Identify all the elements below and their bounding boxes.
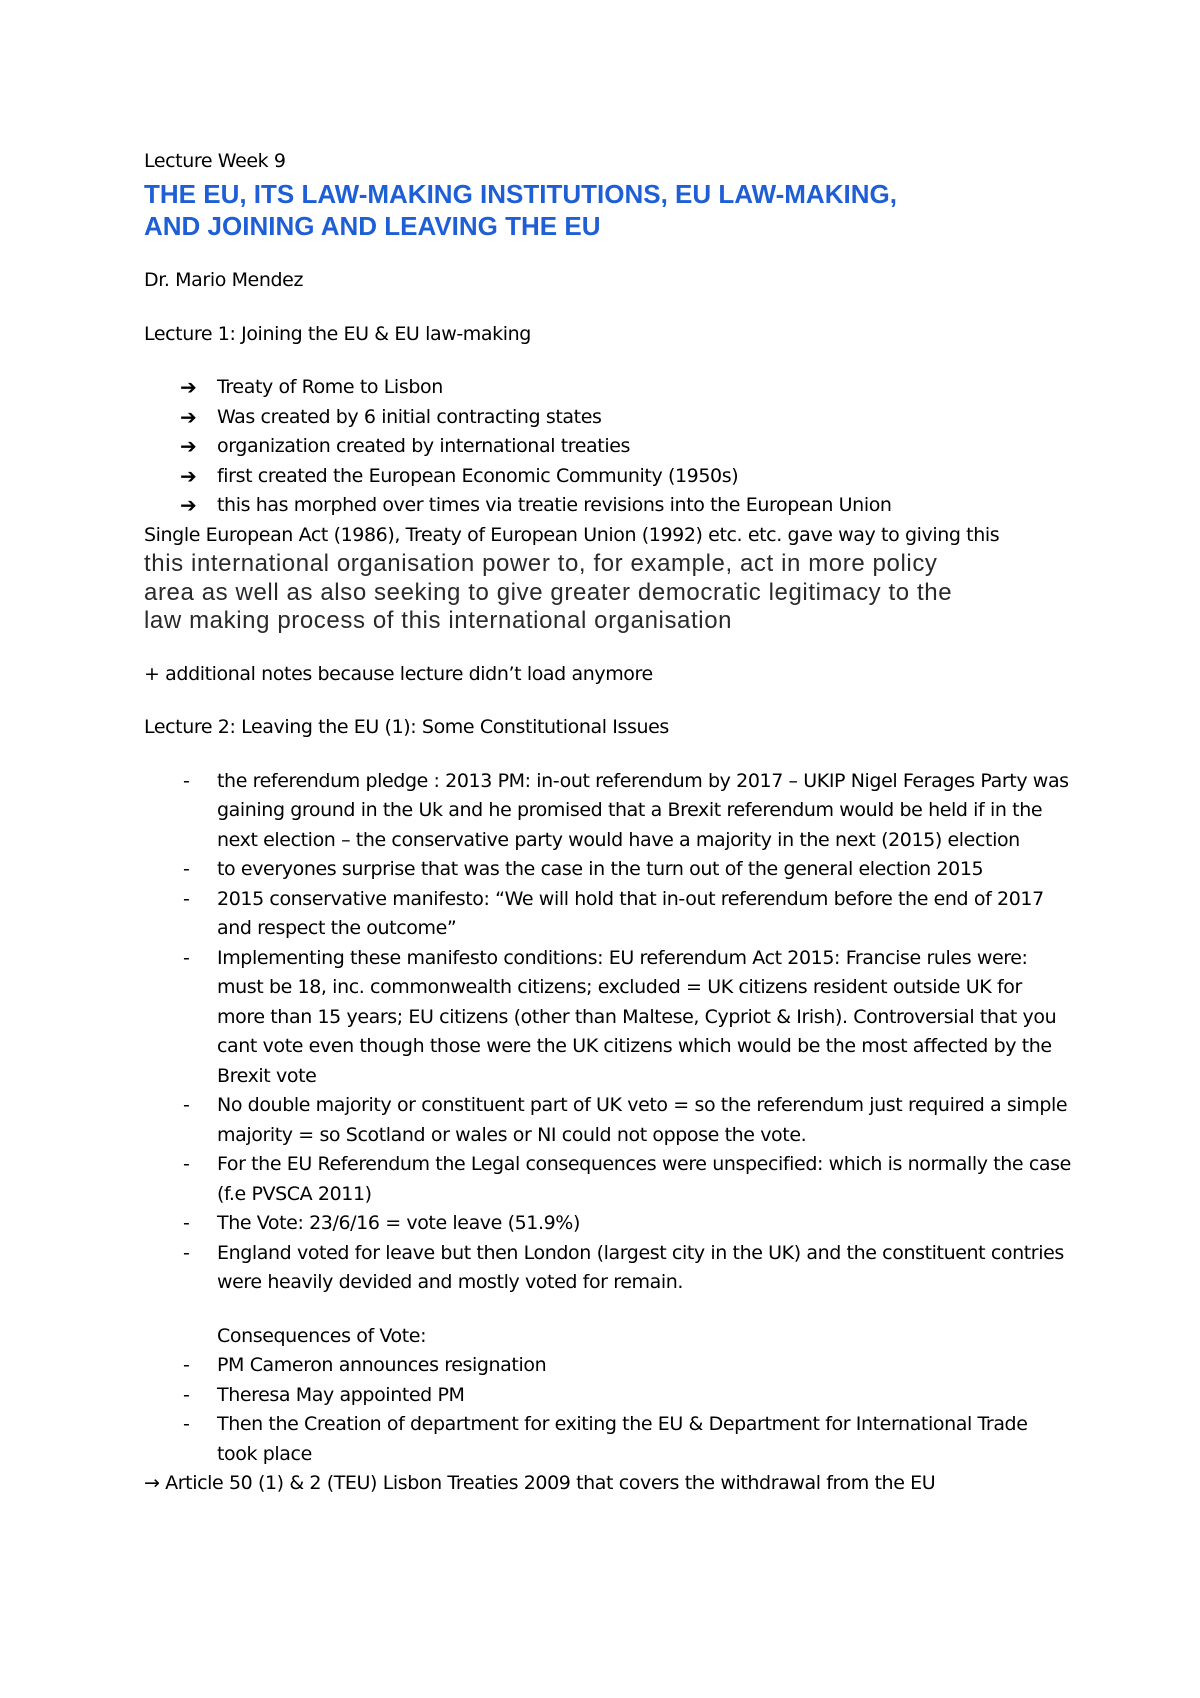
lecture1-points xyxy=(144,373,1074,521)
list-item: - For the EU Referendum the Legal consequences were unspecified: which is normally the case (f.e PVSCA 2011) xyxy=(144,1150,1072,1209)
article50-line xyxy=(144,1469,1074,1499)
dash-icon: - xyxy=(183,1413,190,1435)
document-title xyxy=(144,178,1074,242)
additional-notes: + additional notes because lecture didn’t load anymore xyxy=(144,662,653,685)
arrow-icon: ➔ xyxy=(180,434,197,458)
list-item: - Theresa May appointed PM xyxy=(144,1381,1072,1411)
list-item: - The Vote: 23/6/16 = vote leave (51.9%) xyxy=(144,1209,1072,1239)
dash-icon: - xyxy=(183,1153,190,1175)
dash-icon: - xyxy=(183,1354,190,1376)
wide-text-line: law making process of this international organisation xyxy=(144,607,733,634)
list-item: - PM Cameron announces resignation xyxy=(144,1351,1072,1381)
dash-icon: - xyxy=(183,858,190,880)
dash-icon: - xyxy=(183,769,190,792)
list-item: ➔ Was created by 6 initial contracting states xyxy=(144,403,1074,433)
lecture2-heading: Lecture 2: Leaving the EU (1): Some Constitutional Issues xyxy=(144,716,669,738)
arrow-icon: ➔ xyxy=(180,375,197,399)
dash-icon: - xyxy=(183,1094,190,1116)
dash-icon: - xyxy=(183,1212,190,1234)
wide-text-paragraph xyxy=(144,550,1074,636)
list-item: ➔ organization created by international treaties xyxy=(144,432,1074,462)
list-item: - No double majority or constituent part of UK veto = so the referendum just required a simple majority = so Scotland or wales or NI could not oppose the vote. xyxy=(144,1091,1072,1150)
lecture1-heading: Lecture 1: Joining the EU & EU law-making xyxy=(144,322,531,345)
consequences-heading: Consequences of Vote: xyxy=(217,1324,427,1347)
arrow-right-icon: → xyxy=(144,1472,160,1494)
arrow-icon: ➔ xyxy=(180,463,197,488)
list-item: - 2015 conservative manifesto: “We will hold that in-out referendum before the end of 2017 and respect the outcome” xyxy=(144,885,1072,944)
list-item: ➔ this has morphed over times via treatie revisions into the European Union xyxy=(144,491,1074,521)
dash-icon: - xyxy=(183,946,190,969)
article50-text: Article 50 (1) & 2 (TEU) Lisbon Treaties 2009 that covers the withdrawal from the EU xyxy=(165,1472,936,1494)
arrow-icon: ➔ xyxy=(180,404,197,429)
consequences-points xyxy=(144,1351,1074,1469)
title-line-2: AND JOINING AND LEAVING THE EU xyxy=(144,211,601,241)
dash-icon: - xyxy=(183,1383,190,1406)
arrow-icon: ➔ xyxy=(180,493,197,517)
single-act-line: Single European Act (1986), Treaty of European Union (1992) etc. etc. gave way to giving this xyxy=(144,523,1000,546)
list-item: ➔ first created the European Economic Community (1950s) xyxy=(144,462,1074,492)
document-content xyxy=(144,146,1074,1499)
list-item: - to everyones surprise that was the case in the turn out of the general election 2015 xyxy=(144,855,1072,885)
list-item: - the referendum pledge : 2013 PM: in-out referendum by 2017 – UKIP Nigel Ferages Party was gaining ground in the Uk and he promised that a Brexit referendum would be held if in the next election – the conservative party would have a majority in the next (2015) election xyxy=(144,767,1072,856)
list-item: - Implementing these manifesto conditions: EU referendum Act 2015: Francise rules were: must be 18, inc. commonwealth citizens; excluded = UK citizens resident outside UK for more than 15 years; EU citizens (other than Maltese, Cypriot & Irish). Controversial that you cant vote even though those were the UK citizens which would be the most affected by the Brexit vote xyxy=(144,944,1072,1092)
dash-icon: - xyxy=(183,887,190,910)
wide-text-line: this international organisation power to, for example, act in more policy xyxy=(144,550,938,577)
lecture2-points xyxy=(144,767,1074,1298)
wide-text-line: area as well as also seeking to give greater democratic legitimacy to the xyxy=(144,578,953,606)
dash-icon: - xyxy=(183,1241,190,1264)
list-item: - Then the Creation of department for exiting the EU & Department for International Trade took place xyxy=(144,1410,1072,1469)
list-item: - England voted for leave but then London (largest city in the UK) and the constituent contries were heavily devided and mostly voted for remain. xyxy=(144,1239,1072,1298)
title-line-1: THE EU, ITS LAW-MAKING INSTITUTIONS, EU LAW-MAKING, xyxy=(144,179,897,209)
lecture-week-label: Lecture Week 9 xyxy=(144,150,286,172)
author-name: Dr. Mario Mendez xyxy=(144,269,304,291)
list-item: ➔ Treaty of Rome to Lisbon xyxy=(144,373,1074,403)
